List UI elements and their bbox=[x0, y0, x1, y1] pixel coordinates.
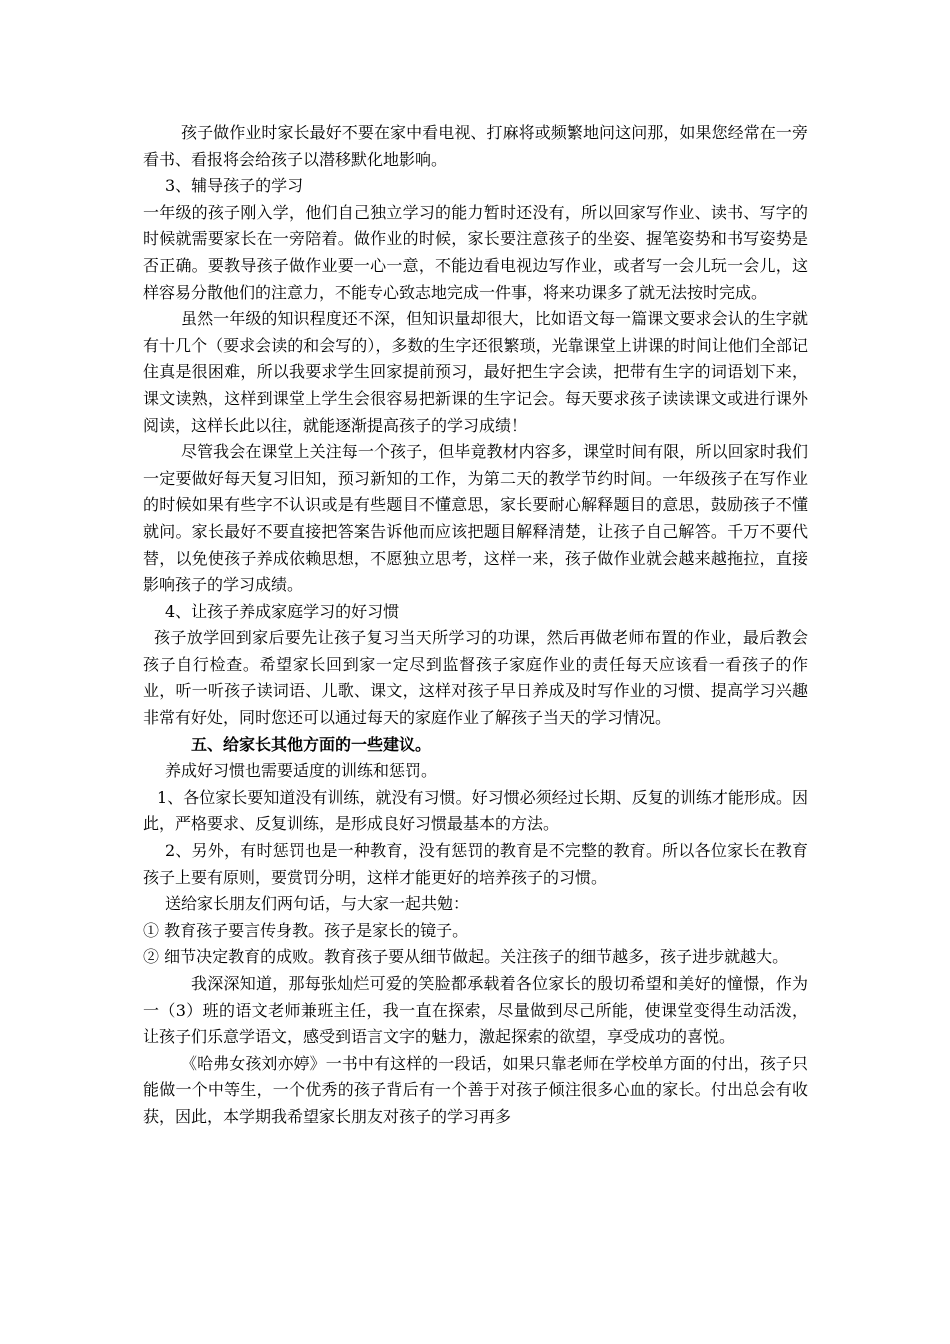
document-page bbox=[143, 120, 808, 1131]
paragraph-teacher-commitment: 我深深知道，那每张灿烂可爱的笑脸都承载着各位家长的殷切希望和美好的憧憬，作为一（3）班的语文老师兼班主任，我一直在探索，尽量做到尽己所能，使课堂变得生动活泼，让孩子们乐意学语文，感受到语言文字的魅力，激起探索的欲望，享受成功的喜悦。 bbox=[143, 974, 808, 1047]
paragraph-after-school: 孩子放学回到家后要先让孩子复习当天所学习的功课，然后再做老师布置的作业，最后教会孩子自行检查。希望家长回到家一定尽到监督孩子家庭作业的责任每天应该看一看孩子的作业，听一听孩子读词语、儿歌、课文，这样对孩子早日养成及时写作业的习惯、提高学习兴趣非常有好处，同时您还可以通过每天的家庭作业了解孩子当天的学习情况。 bbox=[143, 628, 808, 728]
paragraph-first-grade-study: 一年级的孩子刚入学，他们自己独立学习的能力暂时还没有，所以回家写作业、读书、写字的时候就需要家长在一旁陪着。做作业的时候，家长要注意孩子的坐姿、握笔姿势和书写姿势是否正确。要教导孩子做作业要一心一意，不能边看电视边写作业，或者写一会儿玩一会儿，这样容易分散他们的注意力，不能专心致志地完成一件事，将来功课多了就无法按时完成。 bbox=[143, 202, 808, 302]
section-heading-five: 五、给家长其他方面的一些建议。 bbox=[191, 734, 432, 754]
section-heading-habits: 4、让孩子养成家庭学习的好习惯 bbox=[165, 601, 400, 621]
paragraph-training-punishment: 养成好习惯也需要适度的训练和惩罚。 bbox=[165, 761, 438, 781]
paragraph-knowledge-volume: 虽然一年级的知识程度还不深，但知识量却很大，比如语文每一篇课文要求会认的生字就有十几个（要求会读的和会写的），多数的生字还很繁琐，光靠课堂上讲课的时间让他们全部记住真是很困难，所以我要求学生回家提前预习，最好把生字会读，把带有生字的词语划下来，课文读熟，这样到课堂上学生会很容易把新课的生字记会。每天要求孩子读读课文或进行课外阅读，这样长此以往，就能逐渐提高孩子的学习成绩！ bbox=[143, 309, 808, 435]
paragraph-saying-two: ② 细节决定教育的成败。教育孩子要从细节做起。关注孩子的细节越多，孩子进步就越大。 bbox=[143, 947, 789, 967]
paragraph-point-one: 1、各位家长要知道没有训练，就没有习惯。好习惯必须经过长期、反复的训练才能形成。因此，严格要求、反复训练，是形成良好习惯最基本的方法。 bbox=[143, 787, 808, 834]
paragraph-review-preview: 尽管我会在课堂上关注每一个孩子，但毕竟教材内容多，课堂时间有限，所以回家时我们一定要做好每天复习旧知，预习新知的工作，为第二天的教学节约时间。一年级孩子在写作业的时候如果有些字不认识或是有些题目不懂意思，家长要耐心解释题目的意思，鼓励孩子不懂就问。家长最好不要直接把答案告诉他而应该把题目解释清楚，让孩子自己解答。千万不要代替，以免使孩子养成依赖思想，不愿独立思考，这样一来，孩子做作业就会越来越拖拉，直接影响孩子的学习成绩。 bbox=[143, 442, 808, 595]
paragraph-harvard-girl: 《哈弗女孩刘亦婷》一书中有这样的一段话，如果只靠老师在学校单方面的付出，孩子只能做一个中等生，一个优秀的孩子背后有一个善于对孩子倾注很多心血的家长。付出总会有收获，因此，本学期我希望家长朋友对孩子的学习再多 bbox=[143, 1053, 808, 1126]
paragraph-two-sayings: 送给家长朋友们两句话，与大家一起共勉： bbox=[165, 894, 470, 914]
section-heading-tutoring: 3、辅导孩子的学习 bbox=[165, 176, 304, 196]
paragraph-point-two: 2、另外，有时惩罚也是一种教育，没有惩罚的教育是不完整的教育。所以各位家长在教育孩子上要有原则，要赏罚分明，这样才能更好的培养孩子的习惯。 bbox=[143, 841, 808, 887]
paragraph-homework-environment: 孩子做作业时家长最好不要在家中看电视、打麻将或频繁地问这问那，如果您经常在一旁看书、看报将会给孩子以潜移默化地影响。 bbox=[143, 123, 808, 169]
paragraph-saying-one: ① 教育孩子要言传身教。孩子是家长的镜子。 bbox=[143, 920, 469, 940]
